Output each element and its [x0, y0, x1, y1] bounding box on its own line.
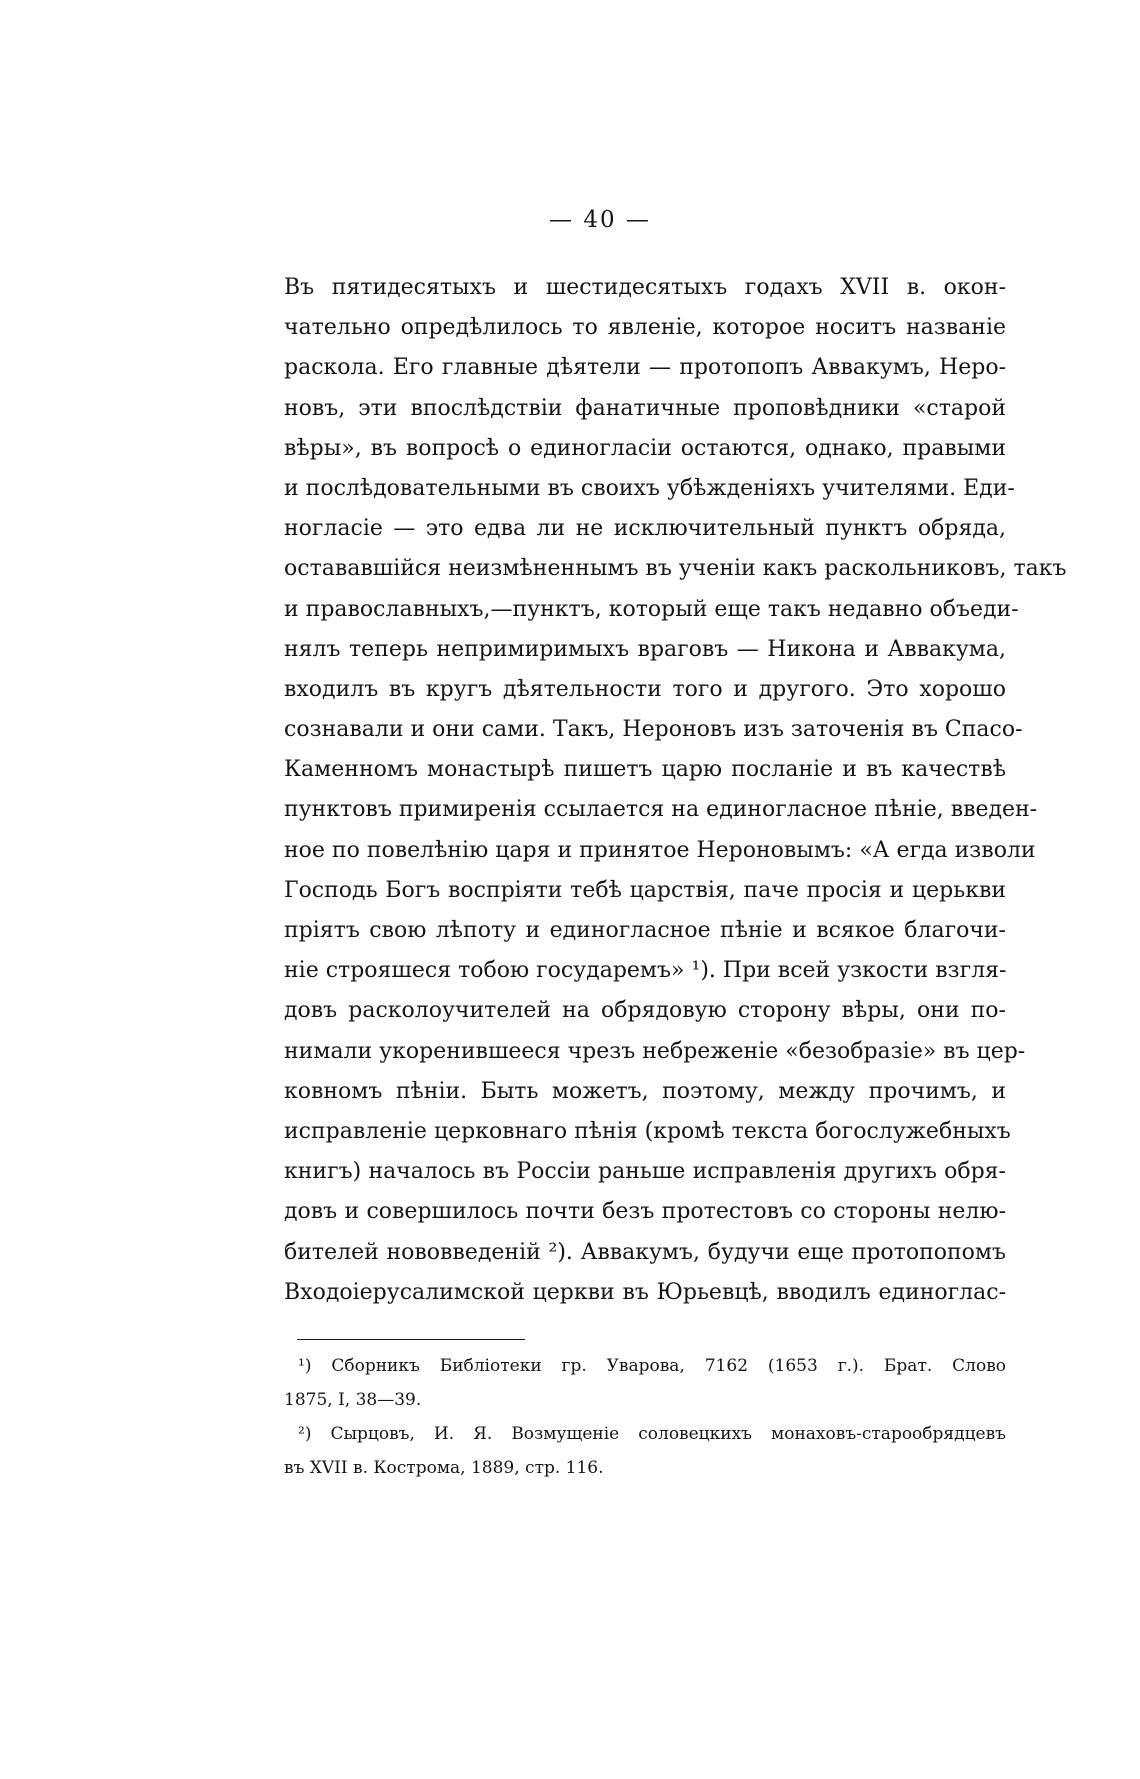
text-line: книгъ) началось въ Россіи раньше исправленія другихъ обря-	[284, 1159, 1006, 1185]
text-line: ногласіе — это едва ли не исключительный пунктъ обряда,	[284, 516, 1006, 542]
text-line: чательно опредѣлилось то явленіе, которое носитъ названіе	[284, 315, 1006, 341]
text-line: вѣры», въ вопросѣ о единогласіи остаются, однако, правыми	[284, 435, 1006, 461]
body-text	[284, 268, 1067, 1313]
text-line: и православныхъ,—пунктъ, который еще такъ недавно объеди-	[284, 596, 1019, 622]
page-number: — 40 —	[549, 207, 651, 233]
footnote-2: ²) Сырцовъ, И. Я. Возмущеніе соловецкихъ монаховъ-старообрядцевъ	[298, 1424, 1006, 1444]
text-line: раскола. Его главные дѣятели — протопопъ Аввакумъ, Неро-	[284, 355, 1006, 381]
text-line: довъ расколоучителей на обрядовую сторону вѣры, они по-	[284, 998, 1006, 1024]
text-line: пунктовъ примиренія ссылается на единогласное пѣніе, введен-	[284, 797, 1038, 823]
text-line: и послѣдовательными въ своихъ убѣжденіяхъ учителями. Еди-	[284, 475, 1015, 501]
text-line: пріятъ свою лѣпоту и единогласное пѣніе и всякое благочи-	[284, 918, 1006, 943]
text-line: остававшійся неизмѣненнымъ въ ученіи какъ раскольниковъ, такъ	[284, 556, 1067, 582]
text-line: довъ и совершилось почти безъ протестовъ со стороны нелю-	[284, 1199, 1006, 1225]
text-line: Господь Богъ воспріяти тебѣ царствія, паче просія и церькви	[284, 877, 1006, 903]
footnote-2-continuation: въ XVII в. Кострома, 1889, стр. 116.	[284, 1458, 604, 1478]
text-line: ніе строяшеся тобою государемъ» ¹). При всей узкости взгля-	[284, 958, 1007, 984]
text-line: новъ, эти впослѣдствіи фанатичные проповѣдники «старой	[284, 395, 1006, 421]
footnote-1: ¹) Сборникъ Библіотеки гр. Уварова, 7162 (1653 г.). Брат. Слово	[298, 1356, 1006, 1376]
text-line: нимали укоренившееся чрезъ небреженіе «безобразіе» въ цер-	[284, 1038, 1026, 1064]
footnotes	[284, 1349, 1006, 1485]
text-line: бителей нововведеній ²). Аввакумъ, будучи еще протопопомъ	[284, 1239, 1006, 1265]
text-line: сознавали и они сами. Такъ, Нероновъ изъ заточенія въ Спасо-	[284, 717, 1023, 743]
text-line: ное по повелѣнію царя и принятое Нероновымъ: «А егда изволи	[284, 837, 1036, 863]
text-line: входилъ въ кругъ дѣятельности того и другого. Это хорошо	[284, 676, 1006, 702]
text-line: Въ пятидесятыхъ и шестидесятыхъ годахъ XVII в. окон-	[284, 275, 1006, 300]
text-line: Каменномъ монастырѣ пишетъ царю посланіе и въ качествѣ	[284, 757, 1006, 783]
text-line: исправленіе церковнаго пѣнія (кромѣ текста богослужебныхъ	[284, 1118, 1011, 1144]
text-line: нялъ теперь непримиримыхъ враговъ — Никона и Аввакума,	[284, 636, 1006, 662]
text-line: Входоіерусалимской церкви въ Юрьевцѣ, вводилъ единоглас-	[284, 1279, 1006, 1305]
footnote-divider	[297, 1339, 525, 1340]
footnote-1-continuation: 1875, I, 38—39.	[284, 1390, 422, 1410]
text-line: ковномъ пѣніи. Быть можетъ, поэтому, между прочимъ, и	[284, 1078, 1006, 1104]
